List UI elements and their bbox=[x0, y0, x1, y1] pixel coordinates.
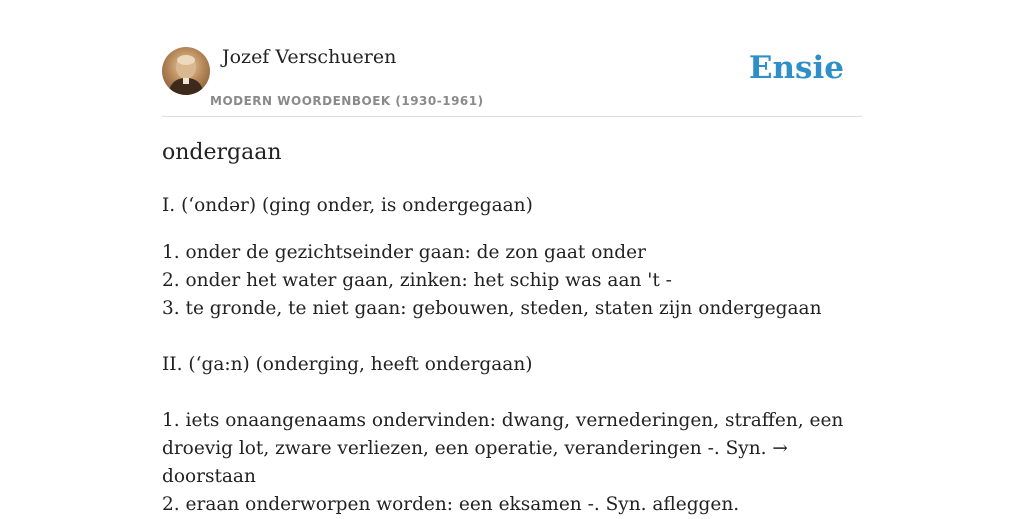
entry-header bbox=[162, 0, 862, 117]
sense-1-item: 1. onder de gezichtseinder gaan: de zon gaat onder bbox=[162, 242, 646, 263]
spacer bbox=[162, 323, 862, 351]
sense-1-item: 3. te gronde, te niet gaan: gebouwen, steden, staten zijn ondergegaan bbox=[162, 298, 822, 319]
portrait-image bbox=[162, 47, 210, 95]
author-name[interactable]: Jozef Verschueren bbox=[222, 46, 397, 68]
sense-2-heading: II. (ʻga:n) (onderging, heeft ondergaan) bbox=[162, 354, 533, 375]
site-logo[interactable]: Ensie bbox=[748, 50, 844, 86]
entry-card bbox=[162, 0, 862, 515]
spacer bbox=[162, 379, 862, 407]
source-label[interactable]: MODERN WOORDENBOEK (1930-1961) bbox=[210, 94, 484, 108]
sense-2-item: 1. iets onaangenaams ondervinden: dwang, vernederingen, straffen, een droevig lot, zware verliezen, een operatie, veranderingen -. Syn. → doorstaan bbox=[162, 410, 844, 487]
sense-2-item: 2. eraan onderworpen worden: een eksamen -. Syn. afleggen. bbox=[162, 494, 740, 515]
spacer bbox=[162, 220, 862, 239]
author-avatar[interactable] bbox=[162, 47, 210, 95]
sense-1-heading: I. (ʻondər) (ging onder, is ondergegaan) bbox=[162, 195, 533, 216]
entry-term: ondergaan bbox=[162, 140, 282, 165]
entry-definition bbox=[162, 192, 862, 519]
sense-1-item: 2. onder het water gaan, zinken: het schip was aan 't - bbox=[162, 270, 672, 291]
